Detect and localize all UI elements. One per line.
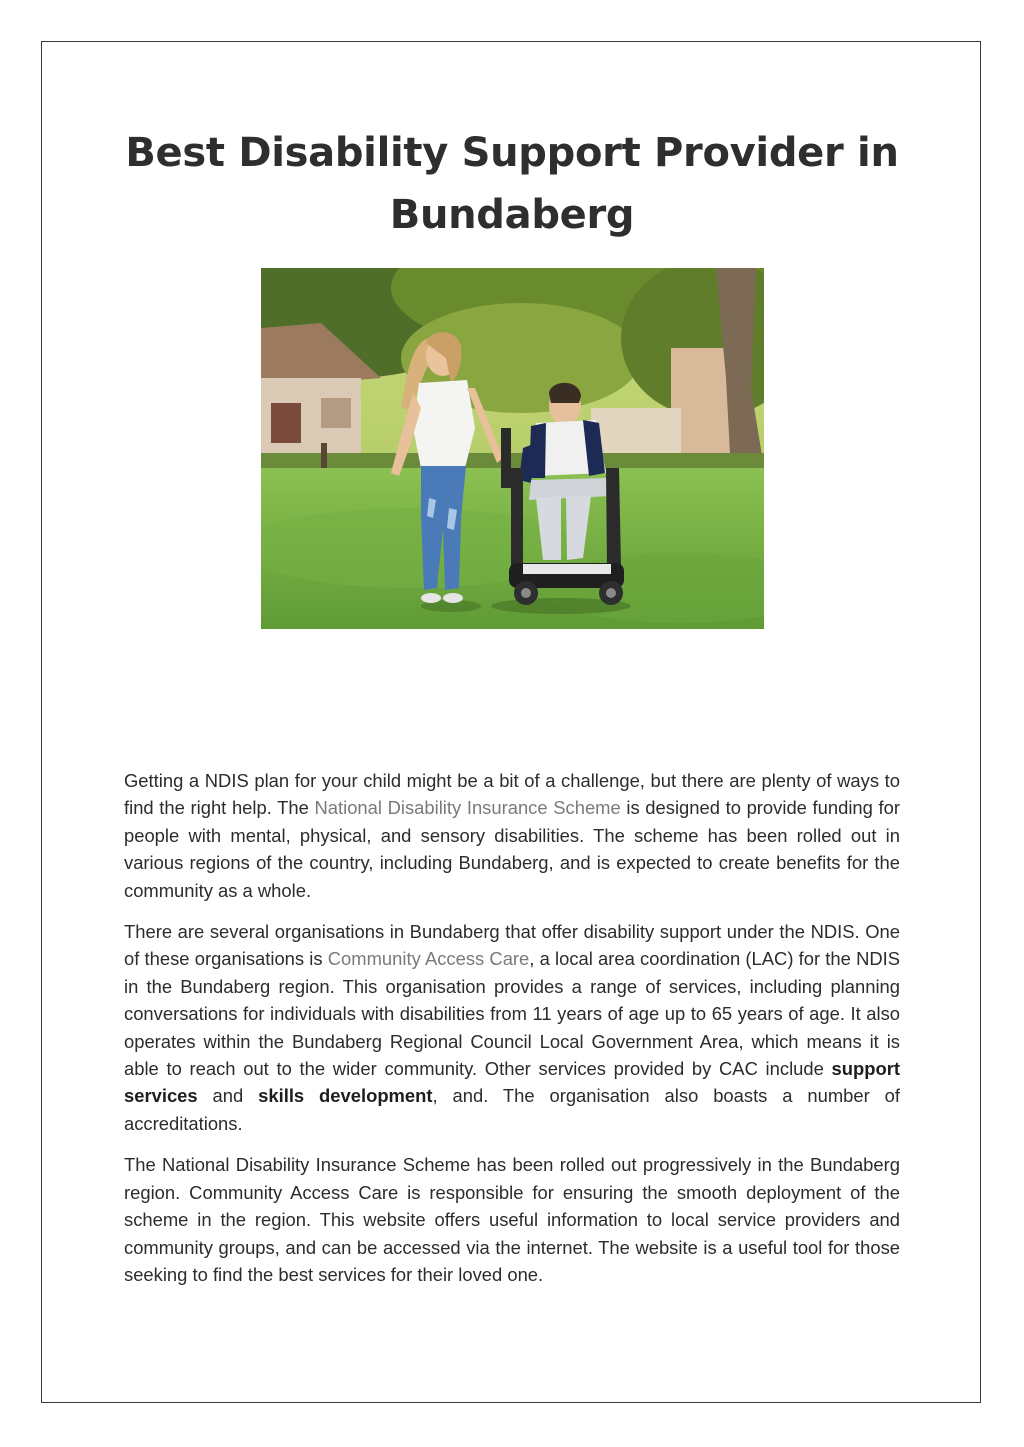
paragraph-1-text-b: is designed to provide funding for people with mental, physical, and sensory disabilities. The scheme has been rolled out in various regions of the country, including Bundaberg, and is expected to create benefits for the community as a whole. [124, 797, 900, 901]
paragraph-3-text: The National Disability Insurance Scheme has been rolled out progressively in the Bundaberg region. Community Access Care is responsible for ensuring the smooth deployment of the scheme in the region. This website offers useful information to local service providers and community groups, and can be accessed via the internet. The website is a useful tool for those seeking to find the best services for their loved one. [124, 1154, 900, 1285]
community-access-care-link[interactable]: Community Access Care [327, 948, 530, 970]
support-services-bold: support services [124, 1058, 900, 1107]
paragraph-2-text-a: There are several organisations in Bundaberg that offer disability support under the NDIS. One of these organisations is [124, 921, 900, 970]
paragraph-2-text-c: and [197, 1085, 259, 1107]
paragraph-2 [124, 918, 900, 1137]
paragraph-1 [124, 767, 900, 904]
paragraph-2-text-d: , and. The organisation also boasts a number of accreditations. [124, 1085, 901, 1134]
title-line-2: Bundaberg [389, 192, 635, 238]
photo-woman-and-wheelchair-user-icon [261, 268, 764, 629]
article-body [124, 767, 900, 1302]
hero-photo [261, 268, 764, 629]
paragraph-1-text-a: Getting a NDIS plan for your child might be a bit of a challenge, but there are plenty of ways to find the right help. The [124, 770, 900, 819]
paragraph-3 [124, 1151, 900, 1288]
title-line-1: Best Disability Support Provider in [125, 130, 899, 176]
skills-development-bold: skills development [258, 1085, 433, 1107]
ndis-link[interactable]: National Disability Insurance Scheme [314, 797, 621, 819]
page-title [100, 122, 924, 246]
paragraph-2-text-b: , a local area coordination (LAC) for the NDIS in the Bundaberg region. This organisation provides a range of services, including planning conversations for individuals with disabilities from 11 years of age up to 65 years of age. It also operates within the Bundaberg Regional Council Local Government Area, which means it is able to reach out to the wider community. Other services provided by CAC include [124, 948, 901, 1080]
